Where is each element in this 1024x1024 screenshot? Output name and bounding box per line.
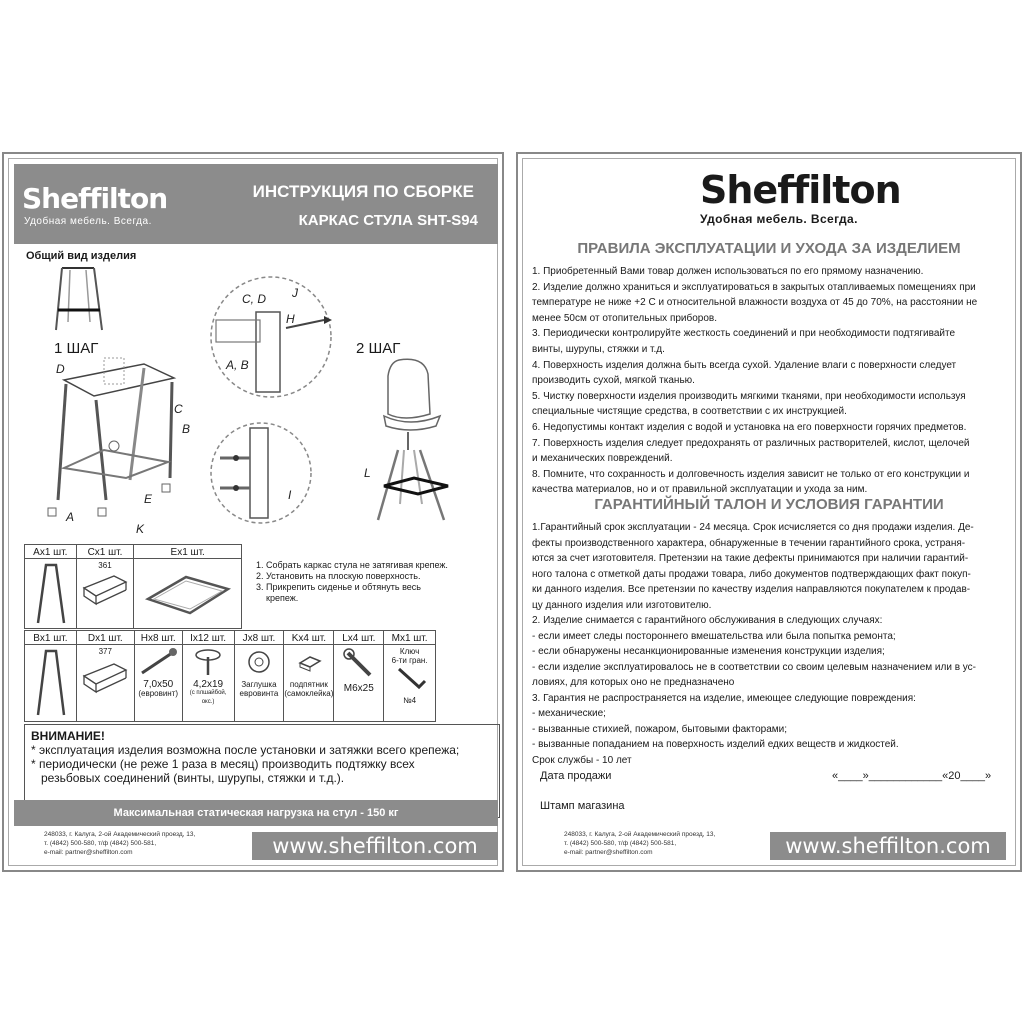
part-h-cell — [134, 645, 182, 722]
warning-line: * эксплуатация изделия возможна после установки и затяжки всего крепежа; — [31, 743, 460, 757]
rule-line: и механических повреждений. — [532, 453, 673, 465]
rule-line: винты, шурупы, стяжки и т.д. — [532, 343, 665, 355]
letter-c: C — [174, 402, 183, 416]
part-a-label: Ax1 шт. — [25, 545, 77, 559]
part-e-label: Ex1 шт. — [134, 545, 242, 559]
rule-line: 5. Чистку поверхности изделия производить мягкими тканями, при необходимости используя — [532, 390, 966, 402]
assembly-instruction-page — [2, 152, 504, 872]
letter-ab: A, B — [226, 358, 249, 372]
part-k-name: подпятник — [289, 680, 328, 689]
brand-slogan: Удобная мебель. Всегда. — [700, 212, 858, 226]
rule-line: 4. Поверхность изделия должна быть всегда сухой. Удаление влаги с поверхности следует — [532, 359, 957, 371]
warranty-line: цу данного изделия или изготовителю. — [532, 599, 712, 611]
step2-chair-drawing — [344, 354, 474, 524]
website-link[interactable]: www.sheffilton.com — [252, 832, 498, 860]
warranty-line: - если изделие эксплуатировалось не в соответствии со своим целевым назначением или в ус- — [532, 661, 977, 673]
part-d-label: Dx1 шт. — [76, 631, 134, 645]
parts-table-row2 — [24, 630, 436, 722]
part-a-cell — [25, 559, 77, 629]
sale-date-label: Дата продажи — [540, 770, 612, 782]
warranty-line: - если имеет следы постороннего вмешательства или была попытка ремонта; — [532, 630, 896, 642]
rules-list — [532, 264, 1010, 498]
part-e-cell — [134, 559, 242, 629]
part-l-size: M6x25 — [343, 683, 374, 694]
rule-line: 6. Недопустимы контакт изделия с водой и установка на его поверхности горячих предметов. — [532, 421, 967, 433]
letter-d: D — [56, 362, 65, 376]
max-load-bar: Максимальная статическая нагрузка на стул - 150 кг — [14, 800, 498, 826]
letter-b: B — [182, 422, 191, 436]
instruction-title: ИНСТРУКЦИЯ ПО СБОРКЕ — [252, 182, 474, 201]
rules-title: ПРАВИЛА ЭКСПЛУАТАЦИИ И УХОДА ЗА ИЗДЕЛИЕМ — [577, 240, 961, 257]
part-l-cell — [334, 645, 384, 722]
part-c-cell — [76, 559, 134, 629]
part-d-drawing — [80, 656, 130, 696]
part-c-drawing — [80, 570, 130, 606]
cap-plug-icon — [244, 647, 274, 677]
part-a-drawing — [30, 561, 70, 625]
warranty-line: - если обнаружены несанкционированные изменения конструкции изделия; — [532, 646, 885, 657]
part-j-label: Jx8 шт. — [234, 631, 284, 645]
part-h-type: (евровинт) — [138, 689, 179, 698]
part-m-type: 6-ти гран. — [391, 656, 428, 665]
letter-h: H — [286, 312, 295, 326]
warning-line: * периодически (не реже 1 раза в месяц) производить подтяжку всех — [31, 757, 415, 771]
email-line: e-mail: partner@sheffilton.com — [44, 849, 133, 856]
warning-title: ВНИМАНИЕ! — [31, 729, 105, 743]
part-k-type: (самоклейка) — [284, 689, 334, 698]
rule-line: 7. Поверхность изделия следует предохранять от различных растворителей, кислот, щелочей — [532, 437, 970, 449]
letter-j: J — [292, 286, 298, 300]
screw-icon — [138, 647, 178, 677]
brand-slogan: Удобная мебель. Всегда. — [24, 216, 152, 227]
warranty-line: 3. Гарантия не распространяется на изделие, имеющее следующие повреждения: — [532, 692, 916, 704]
step1-label: 1 ШАГ — [54, 340, 99, 357]
rule-line: качества материалов, но и от правильной эксплуатации и ухода за ним. — [532, 484, 868, 496]
rule-line: менее 50см от отопительных приборов. — [532, 312, 718, 324]
address-line: 248033, г. Калуга, 2-ой Академический проезд, 13, — [44, 831, 196, 838]
washer-screw-icon — [188, 647, 228, 677]
part-b-label: Bx1 шт. — [25, 631, 77, 645]
part-m-number: №4 — [403, 696, 417, 705]
part-b-drawing — [30, 647, 70, 717]
rule-line: 2. Изделие должно храниться и эксплуатироваться в закрытых отапливаемых помещениях при — [532, 281, 976, 293]
part-i-type: (с плшайбой, окс.) — [189, 690, 227, 705]
parts-table-row1 — [24, 544, 242, 629]
part-k-cell — [284, 645, 334, 722]
warranty-line: ются за счет изготовителя. Претензии на такие дефекты принимаются при наличии гарантий- — [532, 553, 969, 564]
rule-line: производить сухой, мягкой тканью. — [532, 375, 695, 387]
assembly-step: крепеж. — [266, 593, 299, 603]
warranty-line: ловиях, для которых оно не предназначено — [532, 677, 735, 688]
warranty-line: - вызванные попаданием на поверхность изделий едких веществ и жидкостей. — [532, 739, 899, 750]
overview-label: Общий вид изделия — [26, 250, 137, 262]
assembly-step: 3. Прикрепить сиденье и обтянуть весь — [256, 582, 421, 592]
warranty-line: ного талона с отметкой даты продажи товара, либо документов подтверждающих факт покуп- — [532, 568, 971, 580]
assembly-step: 2. Установить на плоскую поверхность. — [256, 571, 421, 581]
part-c-label: Cx1 шт. — [76, 545, 134, 559]
rule-line: 3. Периодически контролируйте жесткость соединений и при необходимости подтягивайте — [532, 328, 956, 340]
letter-e: E — [144, 492, 153, 506]
phone-line: т. (4842) 500-580, т/ф (4842) 500-581, — [564, 840, 677, 847]
assembly-steps — [256, 560, 486, 604]
instruction-header — [14, 164, 498, 244]
part-l-label: Lx4 шт. — [334, 631, 384, 645]
part-m-name: Ключ — [399, 647, 420, 656]
letter-k: K — [136, 522, 145, 536]
warning-line: резьбовых соединений (винты, шурупы, стяжки и т.д.). — [41, 771, 345, 785]
letter-cd: C, D — [242, 292, 266, 306]
overview-stool-drawing — [48, 264, 108, 334]
part-e-drawing — [140, 561, 236, 625]
part-i-label: Ix12 шт. — [182, 631, 234, 645]
part-k-label: Kx4 шт. — [284, 631, 334, 645]
part-j-cell — [234, 645, 284, 722]
warranty-line: фекты производственного характера, обнаруженные в течении гарантийного срока, устраня- — [532, 537, 966, 549]
rule-line: специальные чистящие средства, в соответствии с их инструкцией. — [532, 406, 847, 418]
warranty-line: - вызванные стихией, пожаром, бытовыми факторами; — [532, 723, 788, 735]
warranty-line: 2. Изделие снимается с гарантийного обслуживания в следующих случаях: — [532, 615, 883, 626]
part-h-size: 7,0x50 — [143, 679, 174, 690]
warranty-line: Срок службы - 10 лет — [532, 754, 632, 766]
rule-line: 8. Помните, что сохранность и долговечность изделия зависит не только от его конструкции и — [532, 468, 970, 480]
step2-label: 2 ШАГ — [356, 340, 401, 357]
part-m-label: Mx1 шт. — [384, 631, 436, 645]
part-d-cell — [76, 645, 134, 722]
dim-d: 377 — [98, 647, 112, 656]
hex-key-icon — [393, 665, 427, 693]
warranty-line: ки данного изделия. Все претензии по качеству изделия направляются покупателем к продав- — [532, 584, 971, 595]
detail-circle-bottom — [206, 418, 316, 528]
rule-line: 1. Приобретенный Вами товар должен использоваться по его прямому назначению. — [532, 266, 924, 277]
warranty-line: - механические; — [532, 708, 606, 719]
rule-line: температуре не ниже +2 С и относительной влажности воздуха от 45 до 70%, на расстоянии не — [532, 297, 978, 309]
part-i-cell — [182, 645, 234, 722]
part-j-type: евровинта — [239, 689, 279, 698]
brand-logo: Sheffilton — [700, 168, 901, 212]
dim-c: 361 — [98, 561, 112, 570]
letter-l: L — [364, 466, 371, 480]
part-h-label: Hx8 шт. — [134, 631, 182, 645]
bolt-icon — [342, 647, 376, 681]
care-warranty-page — [516, 152, 1022, 872]
part-m-cell — [384, 645, 436, 722]
part-b-cell — [25, 645, 77, 722]
letter-i: I — [288, 488, 292, 502]
part-j-name: Заглушка — [241, 680, 277, 689]
part-i-size: 4,2x19 — [193, 679, 224, 690]
letter-a: A — [66, 510, 75, 524]
stamp-label: Штамп магазина — [540, 800, 625, 812]
product-title: КАРКАС СТУЛА SHT-S94 — [298, 212, 478, 229]
address-line: 248033, г. Калуга, 2-ой Академический проезд, 13, — [564, 831, 716, 838]
brand-logo: Sheffilton — [22, 182, 168, 215]
phone-line: т. (4842) 500-580, т/ф (4842) 500-581, — [44, 840, 157, 847]
foot-pad-icon — [294, 647, 324, 677]
footer-address — [44, 830, 195, 857]
detail-circle-top — [206, 272, 336, 402]
footer-address — [564, 830, 715, 857]
warranty-title: ГАРАНТИЙНЫЙ ТАЛОН И УСЛОВИЯ ГАРАНТИИ — [594, 496, 944, 513]
warranty-list — [532, 520, 1010, 768]
assembly-step: 1. Собрать каркас стула не затягивая крепеж. — [256, 560, 448, 570]
email-line: e-mail: partner@sheffilton.com — [564, 849, 653, 856]
sale-date-field[interactable]: «____»____________«20____» — [832, 770, 992, 782]
website-link[interactable]: www.sheffilton.com — [770, 832, 1006, 860]
warranty-line: 1.Гарантийный срок эксплуатации - 24 месяца. Срок исчисляется со дня продажи изделия. Де- — [532, 522, 974, 533]
